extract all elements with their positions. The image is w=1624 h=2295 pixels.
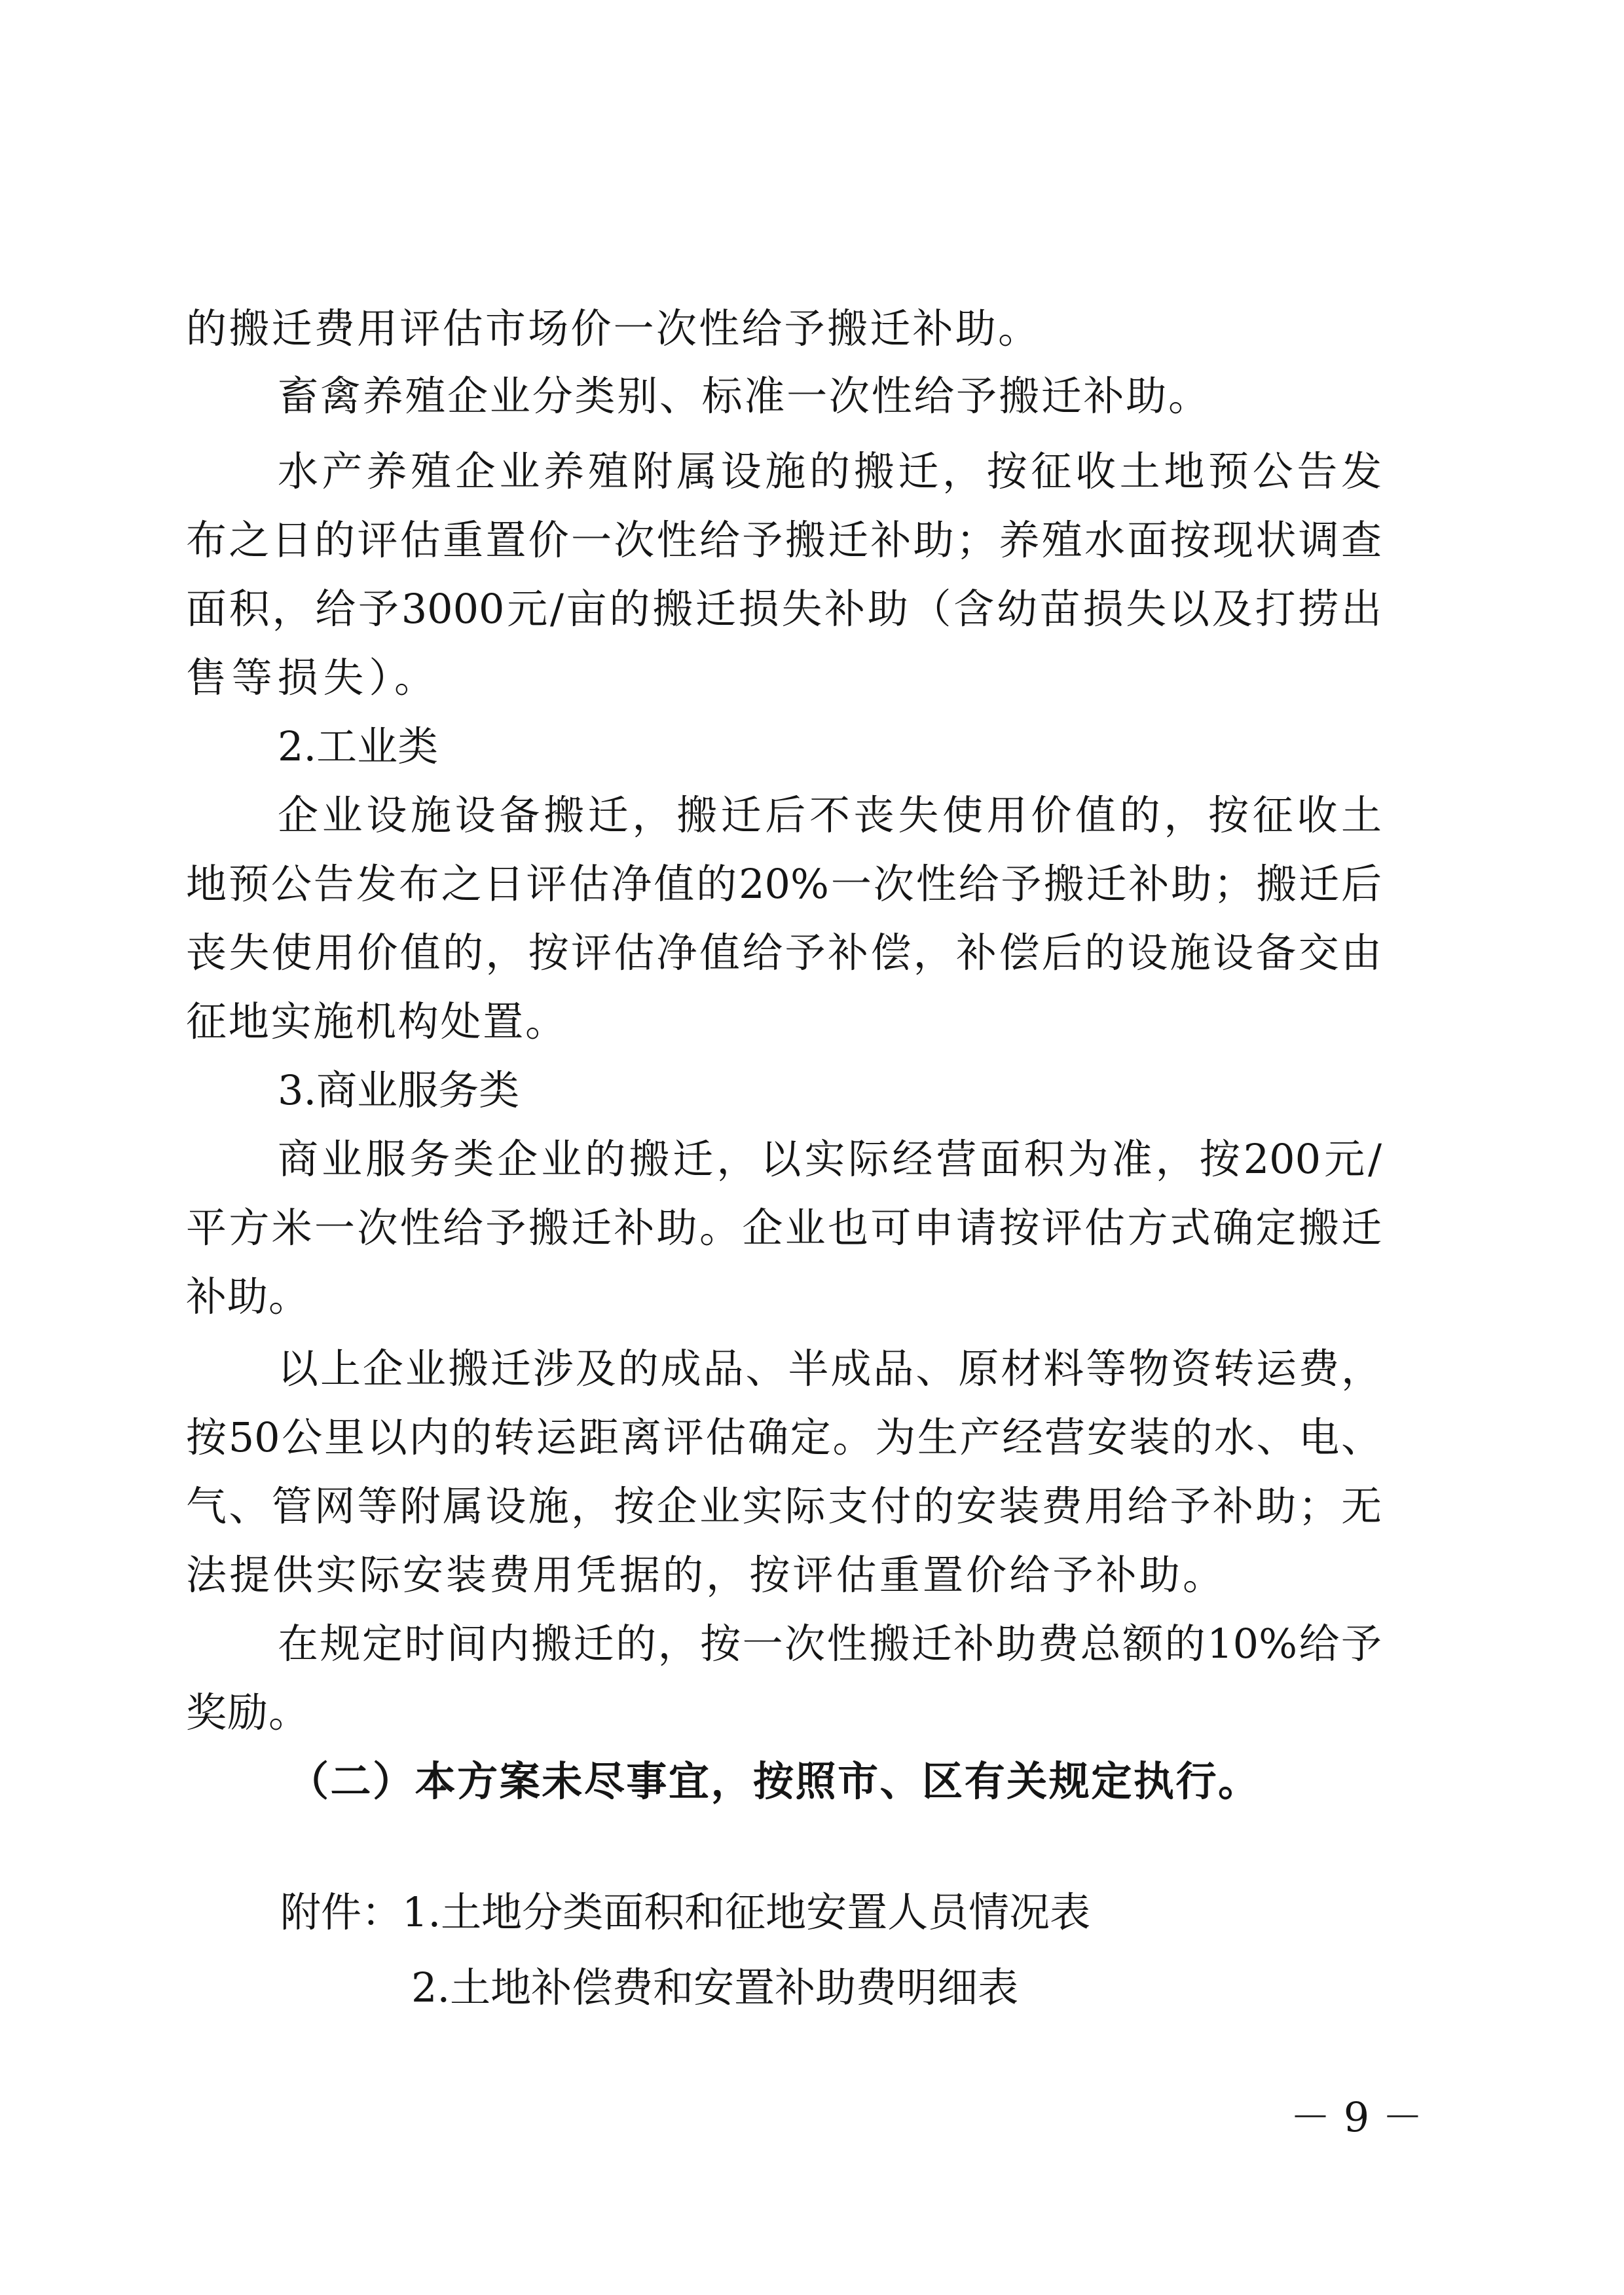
attachment-item-2: 2.土地补偿费和安置补助费明细表 [411,1964,1019,2011]
text-line: 水产养殖企业养殖附属设施的搬迁，按征收土地预公告发 [278,447,1382,495]
text-line: 畜禽养殖企业分类别、标准一次性给予搬迁补助。 [278,372,1209,420]
text-line: 奖励。 [186,1689,309,1736]
page-number: － 9 － [1290,2093,1423,2141]
text-line: 地预公告发布之日评估净值的20%一次性给予搬迁补助；搬迁后 [186,860,1382,908]
text-line: 面积，给予3000元/亩的搬迁损失补助（含幼苗损失以及打捞出 [186,585,1382,633]
text-line: 丧失使用价值的，按评估净值给予补偿，补偿后的设施设备交由 [186,929,1382,977]
text-line: 企业设施设备搬迁，搬迁后不丧失使用价值的，按征收土 [278,791,1382,839]
text-line: 商业服务类企业的搬迁，以实际经营面积为准，按200元/ [278,1135,1382,1183]
text-line: 平方米一次性给予搬迁补助。企业也可申请按评估方式确定搬迁 [186,1204,1382,1252]
section-heading: 2.工业类 [278,722,439,770]
text-line: 以上企业搬迁涉及的成品、半成品、原材料等物资转运费， [278,1345,1382,1392]
text-line: 征地实施机构处置。 [186,998,566,1045]
text-line: 在规定时间内搬迁的，按一次性搬迁补助费总额的10%给予 [278,1620,1382,1668]
text-line: 售等损失）。 [186,654,435,701]
attachment-item [280,1873,1263,1952]
text-line: 的搬迁费用评估市场价一次性给予搬迁补助。 [186,305,1039,352]
text-line: （二）本方案未尽事宜，按照市、区有关规定执行。 [288,1757,1259,1805]
attachments-label: 附件： [280,1888,403,1936]
attachment-item-1: 1.土地分类面积和征地安置人员情况表 [402,1888,1091,1936]
text-line: 法提供实际安装费用凭据的，按评估重置价给予补助。 [186,1551,1223,1599]
text-line: 布之日的评估重置价一次性给予搬迁补助；养殖水面按现状调查 [186,516,1382,564]
text-line: 气、管网等附属设施，按企业实际支付的安装费用给予补助；无 [186,1482,1382,1530]
text-line: 补助。 [186,1273,309,1320]
text-line: 按50公里以内的转运距离评估确定。为生产经营安装的水、电、 [186,1413,1382,1461]
section-heading: 3.商业服务类 [278,1066,520,1114]
